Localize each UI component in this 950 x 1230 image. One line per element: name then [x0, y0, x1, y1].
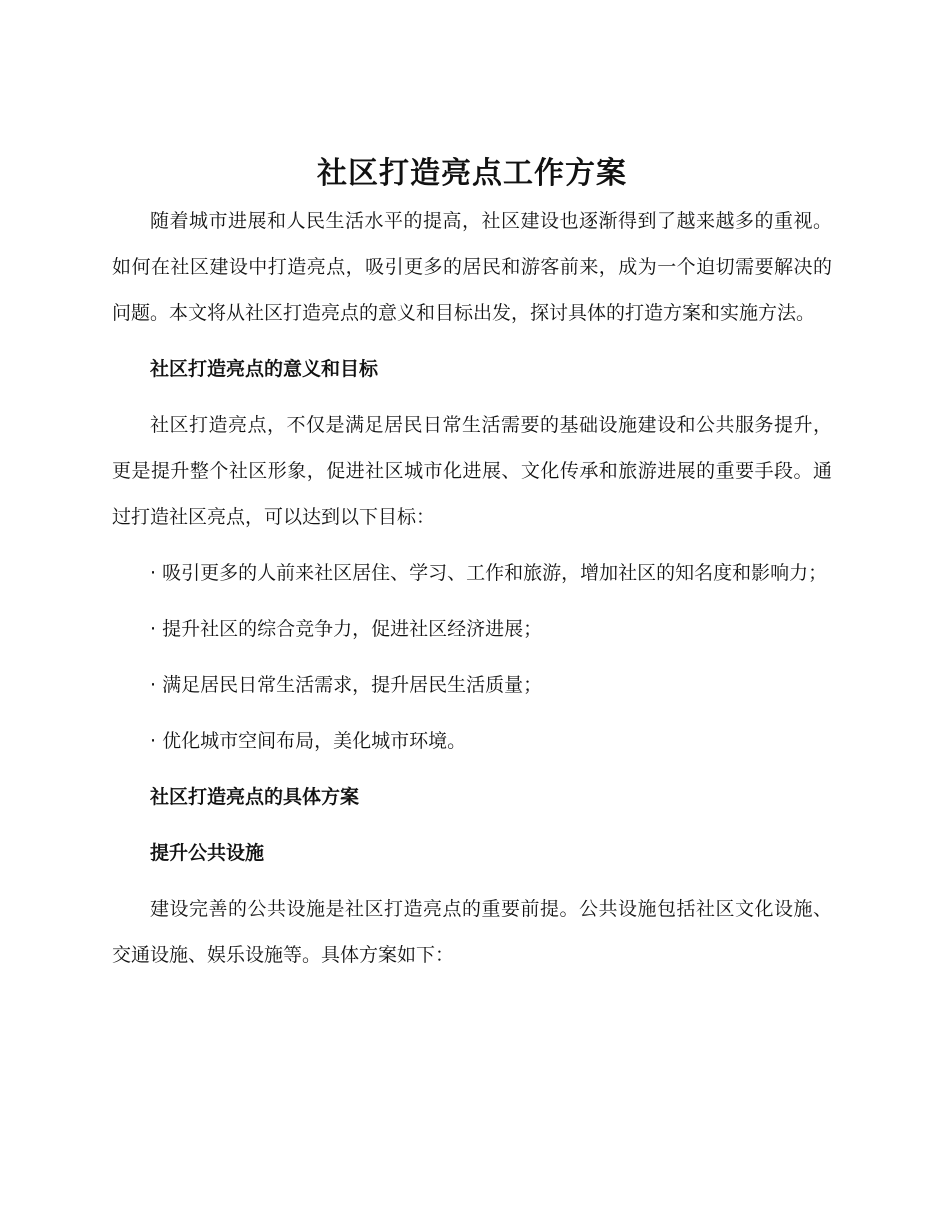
goal-item: · 吸引更多的人前来社区居住、学习、工作和旅游，增加社区的知名度和影响力； — [150, 562, 828, 584]
goal-item: · 优化城市空间布局，美化城市环境。 — [150, 730, 467, 752]
intro-paragraph: 随着城市进展和人民生活水平的提高，社区建设也逐渐得到了越来越多的重视。如何在社区建设中打造亮点，吸引更多的居民和游客前来，成为一个迫切需要解决的问题。本文将从社区打造亮点的意义和目标出发，探讨具体的打造方案和实施方法。 — [112, 210, 832, 324]
subsection-heading-facilities: 提升公共设施 — [150, 842, 265, 864]
goal-item: · 提升社区的综合竞争力，促进社区经济进展； — [150, 618, 543, 640]
goal-item: · 满足居民日常生活需求，提升居民生活质量； — [150, 674, 543, 696]
section-heading-plan: 社区打造亮点的具体方案 — [150, 786, 360, 808]
significance-paragraph: 社区打造亮点，不仅是满足居民日常生活需要的基础设施建设和公共服务提升，更是提升整个社区形象，促进社区城市化进展、文化传承和旅游进展的重要手段。通过打造社区亮点，可以达到以下目标： — [112, 414, 832, 528]
document-body — [112, 150, 832, 978]
section-heading-significance: 社区打造亮点的意义和目标 — [150, 358, 379, 380]
document-title: 社区打造亮点工作方案 — [317, 156, 627, 191]
facilities-paragraph: 建设完善的公共设施是社区打造亮点的重要前提。公共设施包括社区文化设施、交通设施、娱乐设施等。具体方案如下： — [112, 898, 832, 966]
